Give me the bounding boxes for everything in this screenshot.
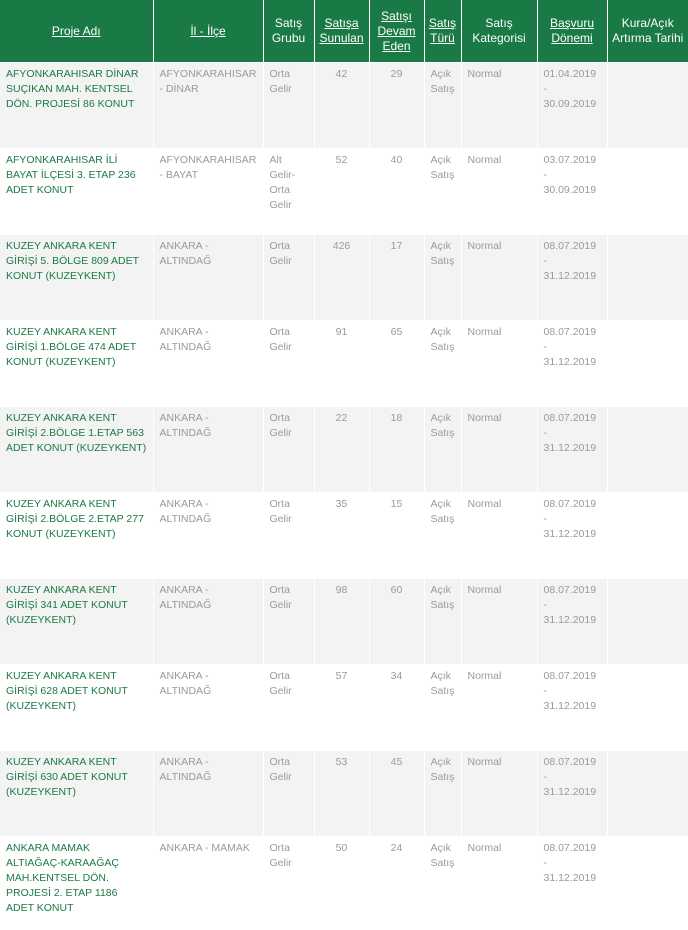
ongoing-count-cell: 45	[369, 751, 424, 837]
location-cell: ANKARA - ALTINDAĞ	[153, 665, 263, 751]
project-name-link[interactable]: KUZEY ANKARA KENT GİRİŞİ 628 ADET KONUT (KUZEYKENT)	[0, 665, 153, 751]
sales-category-cell: Normal	[461, 751, 537, 837]
lottery-date-cell	[607, 63, 688, 149]
sales-type-cell: Açık Satış	[424, 321, 461, 407]
location-cell: ANKARA - ALTINDAĞ	[153, 235, 263, 321]
offered-count-cell: 42	[314, 63, 369, 149]
ongoing-count-cell: 65	[369, 321, 424, 407]
lottery-date-cell	[607, 235, 688, 321]
sales-type-cell: Açık Satış	[424, 493, 461, 579]
sales-category-cell: Normal	[461, 837, 537, 930]
column-header-satis-kategorisi	[461, 0, 537, 63]
application-period-cell: 08.07.2019 - 31.12.2019	[537, 837, 607, 930]
application-period-cell: 08.07.2019 - 31.12.2019	[537, 665, 607, 751]
column-header-kura-tarihi	[607, 0, 688, 63]
ongoing-count-cell: 17	[369, 235, 424, 321]
table-row[interactable]	[0, 665, 688, 751]
sales-group-cell: Orta Gelir	[263, 751, 314, 837]
offered-count-cell: 50	[314, 837, 369, 930]
sales-type-cell: Açık Satış	[424, 63, 461, 149]
location-cell: ANKARA - ALTINDAĞ	[153, 579, 263, 665]
sales-type-cell: Açık Satış	[424, 751, 461, 837]
table-row[interactable]	[0, 579, 688, 665]
column-header-satis-grubu	[263, 0, 314, 63]
sales-type-cell: Açık Satış	[424, 665, 461, 751]
table-header-row	[0, 0, 688, 63]
table-row[interactable]	[0, 751, 688, 837]
offered-count-cell: 35	[314, 493, 369, 579]
table-row[interactable]	[0, 63, 688, 149]
application-period-cell: 08.07.2019 - 31.12.2019	[537, 407, 607, 493]
location-cell: AFYONKARAHISAR - DİNAR	[153, 63, 263, 149]
project-name-link[interactable]: KUZEY ANKARA KENT GİRİŞİ 2.BÖLGE 2.ETAP 277 KONUT (KUZEYKENT)	[0, 493, 153, 579]
lottery-date-cell	[607, 321, 688, 407]
sort-link-il-ilce[interactable]: İl - İlçe	[190, 23, 226, 38]
location-cell: ANKARA - ALTINDAĞ	[153, 407, 263, 493]
sales-group-cell: Orta Gelir	[263, 837, 314, 930]
application-period-cell: 08.07.2019 - 31.12.2019	[537, 235, 607, 321]
lottery-date-cell	[607, 149, 688, 235]
project-name-link[interactable]: KUZEY ANKARA KENT GİRİŞİ 5. BÖLGE 809 ADET KONUT (KUZEYKENT)	[0, 235, 153, 321]
sales-category-cell: Normal	[461, 407, 537, 493]
application-period-cell: 01.04.2019 - 30.09.2019	[537, 63, 607, 149]
offered-count-cell: 52	[314, 149, 369, 235]
table-row[interactable]	[0, 837, 688, 930]
sales-category-cell: Normal	[461, 235, 537, 321]
column-header-il-ilce[interactable]	[153, 0, 263, 63]
sort-link-satisa-sunulan[interactable]: Satışa Sunulan	[319, 16, 364, 45]
sales-category-cell: Normal	[461, 321, 537, 407]
offered-count-cell: 57	[314, 665, 369, 751]
offered-count-cell: 426	[314, 235, 369, 321]
sales-type-cell: Açık Satış	[424, 235, 461, 321]
sales-group-cell: Orta Gelir	[263, 235, 314, 321]
project-name-link[interactable]: AFYONKARAHISAR DİNAR SUÇIKAN MAH. KENTSEL DÖN. PROJESİ 86 KONUT	[0, 63, 153, 149]
column-header-satisi-devam-eden[interactable]	[369, 0, 424, 63]
project-name-link[interactable]: KUZEY ANKARA KENT GİRİŞİ 2.BÖLGE 1.ETAP 563 ADET KONUT (KUZEYKENT)	[0, 407, 153, 493]
sales-group-cell: Orta Gelir	[263, 407, 314, 493]
table-row[interactable]	[0, 321, 688, 407]
ongoing-count-cell: 18	[369, 407, 424, 493]
location-cell: AFYONKARAHISAR - BAYAT	[153, 149, 263, 235]
sales-group-cell: Orta Gelir	[263, 493, 314, 579]
location-cell: ANKARA - MAMAK	[153, 837, 263, 930]
sales-category-cell: Normal	[461, 579, 537, 665]
sales-type-cell: Açık Satış	[424, 579, 461, 665]
offered-count-cell: 22	[314, 407, 369, 493]
application-period-cell: 03.07.2019 - 30.09.2019	[537, 149, 607, 235]
sales-category-cell: Normal	[461, 63, 537, 149]
offered-count-cell: 53	[314, 751, 369, 837]
project-name-link[interactable]: KUZEY ANKARA KENT GİRİŞİ 341 ADET KONUT (KUZEYKENT)	[0, 579, 153, 665]
column-header-satisa-sunulan[interactable]	[314, 0, 369, 63]
location-cell: ANKARA - ALTINDAĞ	[153, 321, 263, 407]
header-label-satis-grubu: Satış Grubu	[271, 16, 306, 45]
sales-group-cell: Orta Gelir	[263, 579, 314, 665]
table-row[interactable]	[0, 235, 688, 321]
column-header-satis-turu[interactable]	[424, 0, 461, 63]
project-name-link[interactable]: KUZEY ANKARA KENT GİRİŞİ 1.BÖLGE 474 ADET KONUT (KUZEYKENT)	[0, 321, 153, 407]
lottery-date-cell	[607, 665, 688, 751]
sales-type-cell: Açık Satış	[424, 149, 461, 235]
application-period-cell: 08.07.2019 - 31.12.2019	[537, 751, 607, 837]
table-body	[0, 63, 688, 930]
sort-link-satisi-devam-eden[interactable]: Satışı Devam Eden	[377, 8, 416, 53]
lottery-date-cell	[607, 837, 688, 930]
project-name-link[interactable]: AFYONKARAHISAR İLİ BAYAT İLÇESİ 3. ETAP 236 ADET KONUT	[0, 149, 153, 235]
sales-category-cell: Normal	[461, 149, 537, 235]
table-row[interactable]	[0, 493, 688, 579]
lottery-date-cell	[607, 493, 688, 579]
sort-link-satis-turu[interactable]: Satış Türü	[428, 16, 457, 45]
lottery-date-cell	[607, 751, 688, 837]
sales-group-cell: Orta Gelir	[263, 665, 314, 751]
ongoing-count-cell: 34	[369, 665, 424, 751]
ongoing-count-cell: 15	[369, 493, 424, 579]
location-cell: ANKARA - ALTINDAĞ	[153, 751, 263, 837]
project-name-link[interactable]: KUZEY ANKARA KENT GİRİŞİ 630 ADET KONUT (KUZEYKENT)	[0, 751, 153, 837]
sales-type-cell: Açık Satış	[424, 837, 461, 930]
project-name-link[interactable]: ANKARA MAMAK ALTIAĞAÇ-KARAAĞAÇ MAH.KENTSEL DÖN. PROJESİ 2. ETAP 1186 ADET KONUT	[0, 837, 153, 930]
lottery-date-cell	[607, 579, 688, 665]
sales-type-cell: Açık Satış	[424, 407, 461, 493]
header-label-kura-tarihi: Kura/Açık Artırma Tarihi	[612, 16, 684, 45]
sales-category-cell: Normal	[461, 665, 537, 751]
sales-group-cell: Orta Gelir	[263, 63, 314, 149]
location-cell: ANKARA - ALTINDAĞ	[153, 493, 263, 579]
application-period-cell: 08.07.2019 - 31.12.2019	[537, 493, 607, 579]
sort-link-basvuru-donemi[interactable]: Başvuru Dönemi	[549, 16, 595, 45]
ongoing-count-cell: 24	[369, 837, 424, 930]
ongoing-count-cell: 29	[369, 63, 424, 149]
sales-category-cell: Normal	[461, 493, 537, 579]
application-period-cell: 08.07.2019 - 31.12.2019	[537, 321, 607, 407]
table-row[interactable]	[0, 149, 688, 235]
sales-group-cell: Orta Gelir	[263, 321, 314, 407]
table-row[interactable]	[0, 407, 688, 493]
sales-group-cell: Alt Gelir-Orta Gelir	[263, 149, 314, 235]
ongoing-count-cell: 60	[369, 579, 424, 665]
sort-link-proje-adi[interactable]: Proje Adı	[51, 23, 101, 38]
offered-count-cell: 98	[314, 579, 369, 665]
column-header-basvuru-donemi[interactable]	[537, 0, 607, 63]
offered-count-cell: 91	[314, 321, 369, 407]
lottery-date-cell	[607, 407, 688, 493]
header-label-satis-kategorisi: Satış Kategorisi	[472, 16, 526, 45]
column-header-proje-adi[interactable]	[0, 0, 153, 63]
application-period-cell: 08.07.2019 - 31.12.2019	[537, 579, 607, 665]
ongoing-count-cell: 40	[369, 149, 424, 235]
